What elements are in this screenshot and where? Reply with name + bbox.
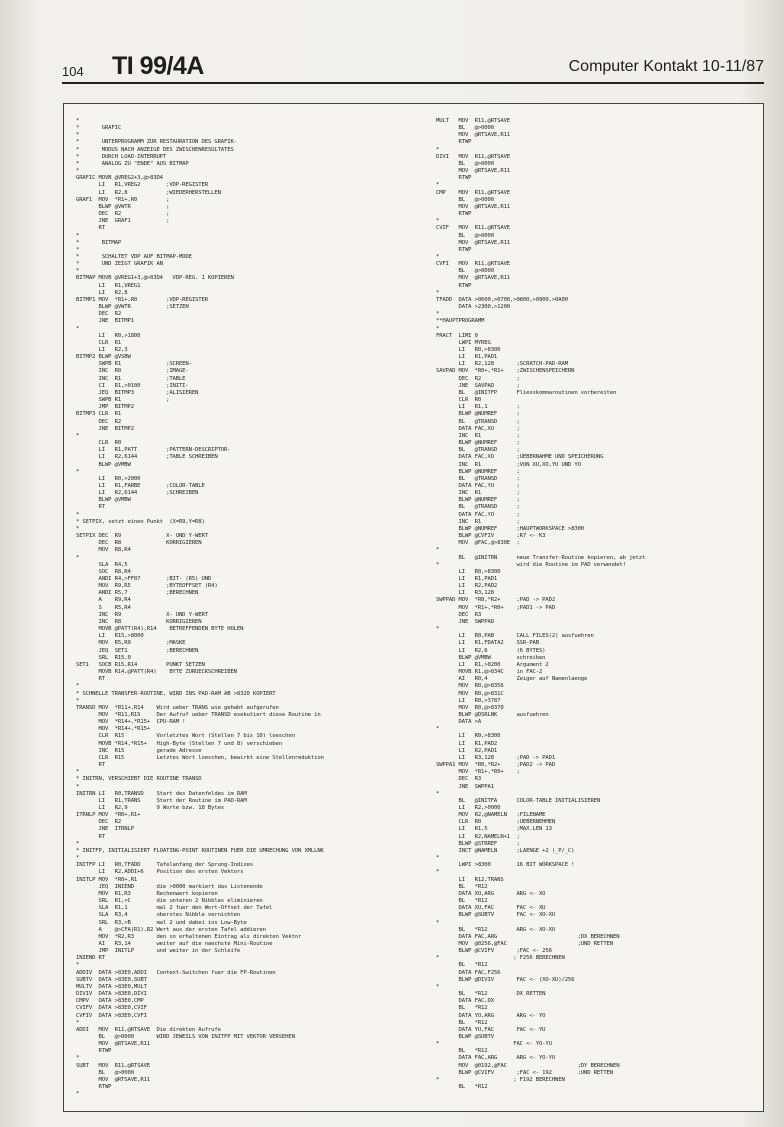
page-header	[62, 52, 764, 82]
code-line: BL @>0000	[436, 232, 494, 239]
code-line: SET1 SOCB R15,R14 PUNKT SETZEN	[76, 661, 205, 668]
code-line: SOC R8,R4	[76, 568, 131, 575]
code-line: * GRAFIC	[76, 125, 122, 132]
code-line: JNE BITMP2	[76, 425, 134, 432]
code-line: *	[76, 962, 80, 969]
assembly-code-right	[436, 118, 756, 1091]
code-line: *	[76, 246, 80, 253]
code-line: GRAFIC MOVB @VREG2+3,@>83D4	[76, 175, 163, 182]
code-line: DATA FAC,YO ;	[436, 511, 520, 518]
code-line: ADDI MOV R11,@RTSAVE Die direkten Aufrufe	[76, 1026, 221, 1033]
code-line: JEQ INIEND die >0000 markiert das Listenende	[76, 883, 263, 890]
code-line: LI R0,PAB CALL FILES(2) ausfuehren	[436, 633, 594, 640]
code-line: BLWP @SUBTV	[436, 1034, 494, 1040]
code-line: INITLP MOV *R0+,R1	[76, 876, 138, 883]
code-line: SUBTV DATA >83E0,SUBT	[76, 976, 147, 983]
code-line: LI R2,9 9 Worte bzw. 18 Bytes	[76, 805, 225, 811]
magazine-issue: Computer Kontakt 10-11/87	[568, 58, 764, 75]
code-line: BL @>0000 WIRD JEWEILS VON INITFP MIT VEKTOR VERSEHEN	[76, 1034, 295, 1040]
code-line: LI R3,128	[436, 590, 494, 597]
code-line: LI R1,FARBE ;COLOR-TABLE	[76, 482, 205, 489]
code-line: MOVB *R14,*R15+ High-Byte (Stellen 7 und 8) verschieben	[76, 740, 282, 747]
code-line: GRAF1 MOV *R1+,R0 ;	[76, 196, 170, 203]
code-line: INITRN LI R0,TRANSD Start des Datenfeldes im RAM	[76, 790, 247, 797]
code-line: RTWP	[76, 1048, 112, 1055]
code-line: *	[436, 311, 440, 318]
code-line: DEC R2 ;	[436, 375, 520, 382]
code-line: MULT MOV R11,@RTSAVE	[436, 118, 511, 124]
code-line: LI R0,>8300	[436, 347, 501, 353]
code-line: DATA FAC,F256	[436, 969, 501, 976]
code-line: SWPPAD MOV *R0,*R2+ ;PAD -> PAD2	[436, 597, 556, 604]
code-line: * ; F256 BERECHNEN	[436, 955, 565, 962]
code-line: * MODUS NACH ANZEIGE DES ZWISCHENRESULTATES	[76, 146, 234, 153]
code-line: *	[436, 253, 440, 260]
code-line: INC R1 ;TABLE	[76, 375, 186, 382]
code-line: BL *R12 ARG <- XO-XU	[436, 926, 556, 933]
code-line: MOV @RTSAVE,R11	[436, 132, 511, 139]
code-line: JNE SWPPA1	[436, 783, 494, 790]
code-line: *	[76, 268, 80, 275]
code-line: SRL R3,>B mal 2 und dabei ins Low-Byte	[76, 919, 247, 926]
code-line: LI R2,PAD2	[436, 583, 498, 590]
code-line: INC R1 ;VON XU,XO,YU UND YO	[436, 461, 581, 468]
code-line: BLWP @NUMREF ;	[436, 411, 520, 418]
code-line: DATA FAC,ARG ARG <- YO-YU	[436, 1055, 556, 1062]
code-line: BLWP @STRREF ;	[436, 840, 520, 847]
code-line: RTWP	[76, 1084, 112, 1091]
code-line: RTWP	[436, 175, 472, 182]
code-line: LI R1,5 ;MAX.LEN 13	[436, 826, 552, 833]
program-listing	[63, 103, 764, 1112]
code-line: *	[436, 289, 440, 296]
code-line: MOV @RTSAVE,R11	[76, 1076, 151, 1083]
code-line: * ANALOG ZU "ENDE" AUS BITMAP	[76, 160, 189, 167]
code-line: SAVPAD MOV *R0+,*R1+ ;ZWISCHENSPEICHERN	[436, 368, 575, 375]
code-line: *	[76, 511, 80, 518]
code-line: * UND ZEIGT GRAFIK AN	[76, 261, 163, 268]
code-line: ANDI R4,>FF07 ;BIT- (R5) UND	[76, 576, 212, 582]
code-line: AI R3,14 weiter auf die naechste Mini-Routine	[76, 940, 273, 947]
code-line: * INITFP, INITIALISIERT FLOATING-POINT ROUTINEN FUER DIE UMRECHUNG VON XMLLNK	[76, 847, 324, 854]
code-line: MOV *R14+,*R15+	[76, 726, 151, 733]
code-line: RT	[76, 762, 105, 769]
code-line: RT	[76, 504, 105, 511]
code-line: CLR R15 Vorletztes Wort (Stellen 7 bis 10) loeschen	[76, 733, 295, 740]
code-line: *	[436, 182, 440, 189]
code-line: SLA R1,1 mal 2 fuer den Wort-Offset der Tafel	[76, 905, 273, 912]
code-line: BITMP1 MOV *R1+,R0 ;VDP-REGISTER	[76, 296, 208, 303]
code-line: *	[436, 869, 440, 876]
code-line: DIVI MOV R11,@RTSAVE	[436, 153, 511, 160]
code-line: DATA FAC,YU ;	[436, 482, 520, 489]
code-line: BL @INITFA COLOR-TABLE INITIALISIEREN	[436, 797, 601, 804]
code-line: SWPB R1 ;SCREEN-	[76, 361, 192, 368]
code-line: INIEND RT	[76, 955, 105, 962]
code-line: BL @>0000	[76, 1069, 134, 1076]
code-line: LI R1,VREG1	[76, 282, 141, 289]
code-line: BLWP @NUMREF ;HAUPTWORKSPACE >8300	[436, 525, 585, 532]
code-line: AI R0,4 Zeiger auf Namenlaenge	[436, 676, 588, 683]
code-line: CLR R0 ;UEBERNEHMEN	[436, 819, 556, 826]
code-line: *	[76, 132, 80, 139]
code-line: INC R15 gerade Adresse	[76, 747, 202, 754]
code-line: LI R0,>2000	[76, 475, 141, 482]
code-line: DATA FAC,XO ;UEBERNAHME UND SPEICHERUNG	[436, 454, 604, 461]
code-line: LI R1,1 ;	[436, 404, 520, 411]
code-line: *	[436, 325, 440, 332]
code-line: BLWP @DSRLNK ausfuehren	[436, 711, 549, 718]
code-line: *	[436, 547, 440, 554]
section-title: TI 99/4A	[112, 52, 204, 80]
code-line: DATA >2300,>1200	[436, 304, 511, 311]
code-line: * BITMAP	[76, 239, 122, 246]
code-line: * UNTERPROGRAMM ZUR RESTAURATION DES GRAFIK-	[76, 139, 237, 146]
code-line: CVFI MOV R11,@RTSAVE	[436, 261, 511, 268]
code-line: MOV @FAC,@>830E ;	[436, 540, 520, 547]
code-line: DEC R3	[436, 611, 482, 618]
code-line: JMP BITMP2	[76, 404, 134, 411]
code-line: *	[76, 840, 80, 847]
code-line: LI R2,8 ;WIEDERHERSTELLEN	[76, 189, 221, 196]
code-line: BLWP @VWTR ;SETZEN	[76, 304, 189, 311]
code-line: * DURCH LOAD-INTERRUPT	[76, 153, 167, 160]
code-line: *	[76, 325, 80, 332]
code-line: LI R0,>3787	[436, 697, 501, 704]
code-line: INC R8 KORRIGIEREN	[76, 618, 202, 625]
code-line: LI R2,>0000	[436, 805, 501, 811]
code-line: BL @TRANSD ;	[436, 475, 520, 482]
code-line: DATA FAC,DX	[436, 998, 494, 1005]
code-line: INC R0 ;IMAGE-	[76, 368, 189, 375]
code-line: *	[76, 118, 80, 124]
code-line: * wird die Routine im PAD verwendet!	[436, 561, 626, 568]
code-line: *	[76, 769, 80, 776]
header-rule	[62, 82, 764, 84]
code-line: BL @INITFP Fliesskommaroutinen vorbereiten	[436, 389, 617, 396]
code-line: LWPI >8300 16 BIT WORKSPACE !	[436, 862, 575, 869]
code-line: SUBT MOV R11,@RTSAVE	[76, 1062, 151, 1069]
code-line: LI R0,>1800	[76, 332, 141, 339]
code-line: BL @TRANSD ;	[436, 447, 520, 454]
code-line: MOV R1,R3 Rechenwert kopieren	[76, 890, 218, 897]
code-line: * SETPIX, setzt einen Punkt (X=R9,Y=R8)	[76, 518, 205, 525]
code-line: LI R0,>8300	[436, 733, 501, 740]
code-line: A R9,R4	[76, 597, 131, 604]
code-line: MOV @RTSAVE,R11	[436, 275, 511, 282]
code-line: BL @TRANSD ;	[436, 504, 520, 511]
code-line: A @>CFA(R1),R2 Wert aus der ersten Tafel addieren	[76, 926, 266, 933]
code-line: *	[436, 626, 440, 633]
code-line: CI R1,>0100 ;INITI-	[76, 382, 189, 389]
code-line: JEQ BITMP3 ;ALISIEREN	[76, 389, 199, 396]
code-line: DATA FAC,XU ;	[436, 425, 520, 432]
code-line: LI R1,PAD1	[436, 354, 498, 361]
code-line: LI R3,128 ;PAD -> PAD1	[436, 754, 556, 761]
code-line: BL *R12	[436, 1084, 488, 1091]
code-line: ITRNLP MOV *R0+,R1+	[76, 812, 141, 819]
code-line: MULTV DATA >83E0,MULT	[76, 983, 147, 990]
code-line: *	[76, 683, 80, 690]
code-line: BL *R12	[436, 1019, 488, 1026]
code-line: DATA YU,FAC FAC <- YU	[436, 1026, 546, 1033]
code-line: MOV R0,@>8370	[436, 704, 504, 711]
code-line: RTWP	[436, 246, 472, 253]
code-line: JNE SWPPAD	[436, 618, 494, 625]
code-line: BLWP @VMBW	[76, 497, 131, 504]
code-line: JNE ITRNLP	[76, 826, 134, 833]
code-line: * INITRN, VERSCHIEBT DIE ROUTINE TRANSD	[76, 776, 202, 783]
code-line: *	[76, 432, 80, 439]
code-line: INC R1 ;	[436, 518, 520, 525]
code-line: *	[76, 232, 80, 239]
code-line: MOV R5,R0 ;MASKE	[76, 640, 186, 647]
code-line: LI R2,128 ;SCRATCH-PAD-RAM	[436, 361, 568, 368]
code-line: BL @>0000	[436, 125, 494, 132]
code-line: LI R2,6144 ;TABLE SCHREIBEN	[76, 454, 218, 461]
code-line: *	[76, 697, 80, 704]
code-line: TRANSD MOV *R11+,R14 Wird ueber TRANS wie gehabt aufgerufen	[76, 704, 279, 711]
code-line: RTWP	[436, 139, 472, 146]
code-line: *	[436, 726, 440, 733]
code-line: BLWP @CVFIV ;R7 <- K3	[436, 533, 546, 540]
code-line: DATA FAC,ARG ;DX BERECHNEN	[436, 933, 620, 940]
code-line: BL *R12	[436, 1005, 488, 1012]
code-line: INITFP LI R0,TFADD Tafelanfang der Sprung-Indizes	[76, 862, 253, 869]
code-line: MOV R8,R4	[76, 547, 131, 554]
code-line: BL @>0000	[436, 268, 494, 275]
code-line: MOVB R1,@>834C in FAC-2	[436, 669, 543, 676]
code-line: CLR R1	[76, 339, 122, 346]
code-line: SETPIX DEC R9 X- UND Y-WERT	[76, 533, 208, 540]
code-line: INC R1 ;	[436, 490, 520, 497]
code-line: BLWP @NUMREF ;	[436, 497, 520, 504]
code-line: LI R1,VREG2 ;VDP-REGISTER	[76, 182, 208, 189]
code-line: BL @>0000	[436, 160, 494, 167]
code-line: *	[436, 218, 440, 225]
code-line: *	[436, 919, 440, 926]
code-line: MOV *R2,R3 den so erhaltenen Eintrag als direkten Vektor	[76, 933, 302, 940]
code-line: DATA YO,ARG ARG <- YO	[436, 1012, 546, 1019]
code-line: BL *R12	[436, 883, 488, 890]
code-line: LI R1,PAD1	[436, 576, 498, 582]
code-line: MOV *R14+,*R15+ CPU-RAM !	[76, 719, 186, 726]
code-line: JNE BITMP1	[76, 318, 134, 325]
code-line: LI R2,6 (6 BYTES)	[436, 647, 546, 654]
code-line: * ; F192 BERECHNEN	[436, 1076, 565, 1083]
code-line: DEC R2 ;	[76, 211, 170, 218]
code-line: BLWP @VWTR ;	[76, 203, 170, 210]
code-line: MOV *R1+,*R0+ ;	[436, 769, 520, 776]
code-line: CVIFV DATA >83E0,CVIF	[76, 1005, 147, 1012]
code-line: BL @>0000	[436, 196, 494, 203]
code-line: SWPPA1 MOV *R0,*R2+ ;PAD2 -> PAD	[436, 762, 556, 769]
code-line: * SCHNELLE TRANSFER-ROUTINE, WIRD INS PAD-RAM AB >8320 KOPIERT	[76, 690, 276, 697]
code-line: MOV R9,R5 ;BYTEOFFSET (R4)	[76, 583, 218, 590]
code-line: MOV @RTSAVE,R11	[436, 239, 511, 246]
code-line: ANDI R5,7 ;BERECHNEN	[76, 590, 199, 597]
code-line: DATA >A	[436, 719, 482, 726]
code-line: LI R1,FDATA2 SSR-PAB	[436, 640, 539, 647]
code-line: RT	[76, 676, 105, 683]
code-line: LI R1,>0200 Argument 2	[436, 661, 549, 668]
code-line: * SCHALTET VDP AUF BITMAP-MODE	[76, 253, 192, 260]
code-line: BITMAP MOVB @VREG1+3,@>83D4 VDP-REG. 1 KOPIEREN	[76, 275, 234, 282]
code-line: *	[76, 554, 80, 561]
code-line: BL *R12 DX RETTEN	[436, 991, 546, 998]
code-line: RT	[76, 225, 105, 232]
code-line: RTWP	[436, 282, 472, 289]
code-line: MOV @0256,@FAC ;UND RETTEN	[436, 940, 613, 947]
code-line: JMP INITLP und weiter in der Schleife	[76, 948, 241, 955]
code-line: DATA XU,FAC FAC <- XU	[436, 905, 546, 912]
assembly-code-left	[76, 118, 421, 1098]
code-line: *	[76, 1055, 80, 1062]
code-line: FRACT LIMI 0	[436, 332, 478, 339]
code-line: LI R12,TRANS	[436, 876, 504, 883]
code-line: MOVB @PATT(R4),R14 BETREFFENDEN BYTE HOLEN	[76, 626, 244, 633]
code-line: DEC R2	[76, 819, 122, 826]
code-line: DEC R2	[76, 311, 122, 318]
code-line: MOV @RTSAVE,R11	[76, 1041, 151, 1048]
code-line: *	[436, 983, 440, 990]
code-line: BL *R12	[436, 898, 488, 905]
code-line: BLWP @NUMREF ;	[436, 468, 520, 475]
page-number: 104	[62, 64, 84, 79]
code-line: LI R2,8	[76, 289, 128, 296]
code-line: RTWP	[436, 211, 472, 218]
code-line: SLA R3,4 oberstes Nibble vernichten	[76, 912, 241, 919]
code-line: *	[76, 783, 80, 790]
code-line: *	[76, 525, 80, 532]
code-line: BLWP @CVIFV ;FAC <- 192 ;UND RETTEN	[436, 1069, 613, 1076]
code-line: BLWP @DIVIV FAC <- (XO-XU)/256	[436, 976, 575, 983]
code-line: JNE SAVPAD ;	[436, 382, 520, 389]
code-line: *	[76, 1091, 80, 1098]
code-line: CMP MOV R11,@RTSAVE	[436, 189, 511, 196]
code-line: MOV R0,@>831C	[436, 690, 504, 697]
code-line: BL *R12	[436, 1048, 488, 1055]
code-line: LI R1,PAD2	[436, 740, 498, 747]
code-line: MOV R2,@NAMELN ;FILENAME	[436, 812, 546, 819]
code-line: S R5,R4	[76, 604, 131, 611]
code-line: DATA XO,ARG ARG <- XO	[436, 890, 546, 897]
code-line: LWPI MYREG	[436, 339, 491, 346]
code-line: ADDIV DATA >83E0,ADDI Context-Switchen fuer die FP-Routinen	[76, 969, 276, 976]
code-line: BLWP @VMBW	[76, 461, 131, 468]
code-line: LI R2,NAMELN+1 ;	[436, 833, 520, 840]
listing-column-right	[436, 118, 756, 1091]
code-line: *	[76, 1019, 80, 1026]
code-line: BLWP @VMBW schreiben	[436, 654, 546, 661]
code-line: BITMP2 BLWP @VSBW	[76, 354, 131, 361]
code-line: BLWP @SUBTV FAC <- XO-XU	[436, 912, 556, 919]
code-line: *	[76, 468, 80, 475]
code-line: LI R2,3	[76, 347, 128, 353]
code-line: CVIF MOV R11,@RTSAVE	[436, 225, 511, 232]
code-line: SRL R15,0	[76, 654, 131, 661]
code-line: **HAUPTPROGRAMM	[436, 318, 485, 325]
code-line: LI R0,>8300	[436, 568, 501, 575]
code-line: RT	[76, 833, 105, 840]
code-line: CVFIV DATA >83E0,CVFI	[76, 1012, 147, 1019]
code-line: BITMP3 CLR R1	[76, 411, 122, 418]
code-line: CLR R15 Letztes Wort loeschen, bewirkt eine Stellenreduktion	[76, 754, 324, 761]
code-line: LI R2,ADDI+6 Position des ersten Vektors	[76, 869, 244, 876]
code-line: CLR R0	[76, 440, 122, 447]
code-line: *	[436, 146, 440, 153]
code-line: * FAC <- YO-YU	[436, 1041, 552, 1048]
code-line: DEC R3	[436, 776, 482, 783]
listing-column-left	[76, 118, 421, 1098]
code-line: MOV @RTSAVE,R11	[436, 168, 511, 175]
code-line: BL *R12	[436, 962, 488, 969]
code-line: LI R2,PAD1	[436, 747, 498, 754]
code-line: MOVB R14,@PATT(R4) BYTE ZURUECKSCHREIBEN	[76, 669, 237, 676]
code-line: INC R9 X- UND Y-WERT	[76, 611, 208, 618]
code-line: SRL R1,>C die unteren 2 Nibbles eliminieren	[76, 898, 263, 905]
code-line: MOV R0,@>8356	[436, 683, 504, 690]
code-line: CMPV DATA >83E0,CMP	[76, 998, 144, 1005]
code-line: BL @INITRN neue Transfer-Routine kopieren, ab jetzt	[436, 554, 646, 561]
code-line: BLWP @NUMREF ;	[436, 440, 520, 447]
code-line: LI R2,6144 ;SCHREIBEN	[76, 490, 199, 497]
code-line: INCT @NAMELN ;LAENGE +2 (_P/_C)	[436, 847, 575, 854]
code-line: SWPB R1 ;	[76, 397, 170, 404]
code-line: SLA R4,5	[76, 561, 128, 568]
code-line: CLR R0	[436, 397, 482, 404]
code-line: LI R15,>8000	[76, 633, 144, 640]
code-line: DEC R8 KORRIGIEREN	[76, 540, 202, 547]
code-line: BL @TRANSD ;	[436, 418, 520, 425]
code-line: MOV *R1+,*R0+ ;PAD1 -> PAD	[436, 604, 556, 611]
code-line: JNE GRAF1 ;	[76, 218, 170, 225]
code-line: LI R1,PATT ;PATTERN-DESCRIPTOR-	[76, 447, 231, 454]
code-line: JEQ SET1 ;BERECHNEN	[76, 647, 199, 654]
code-line: BLWP @CVIFV ;FAC <- 256	[436, 948, 552, 955]
code-line: DEC R2	[76, 418, 122, 425]
code-line: MOV *R11,R15 Der Aufruf ueber TRANSD exekutiert diese Routine in	[76, 711, 321, 718]
code-line: *	[436, 790, 440, 797]
code-line: INC R1 ;	[436, 432, 520, 439]
code-line: *	[76, 855, 80, 862]
code-line: *	[76, 168, 80, 175]
code-line: LI R1,TRANS Start der Routine im PAD-RAM	[76, 797, 247, 804]
code-line: MOV @RTSAVE,R11	[436, 203, 511, 210]
code-line: *	[436, 855, 440, 862]
code-line: DIVIV DATA >83E0,DIVI	[76, 991, 147, 998]
code-line: MOV @0192,@FAC ;DY BERECHNEN	[436, 1062, 620, 1069]
code-line: TFADD DATA >0600,>0700,>0800,>0900,>0A00	[436, 296, 568, 303]
